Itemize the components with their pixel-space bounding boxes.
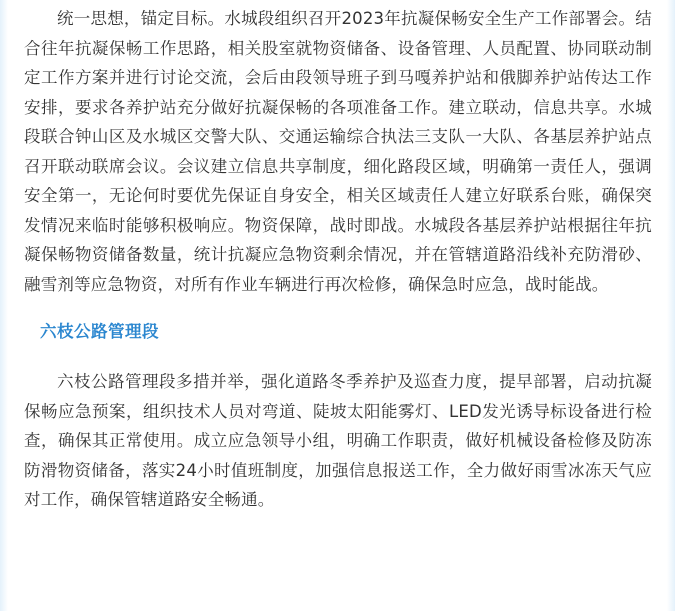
paragraph-shuicheng: 统一思想，锚定目标。水城段组织召开2023年抗凝保畅安全生产工作部署会。结合往年抗凝保畅工作思路，相关股室就物资储备、设备管理、人员配置、协同联动制定工作方案并进行讨论交流，会后由段领导班子到马嘎养护站和俄脚养护站传达工作安排，要求各养护站充分做好抗凝保畅的各项准备工作。建立联动，信息共享。水城段联合钟山区及水城区交警大队、交通运输综合执法三支队一大队、各基层养护站点召开联动联席会议。会议建立信息共享制度，细化路段区域，明确第一责任人，强调安全第一，无论何时要优先保证自身安全，相关区域责任人建立好联系台账，确保突发情况来临时能够积极响应。物资保障，战时即战。水城段各基层养护站根据往年抗凝保畅物资储备数量，统计抗凝应急物资剩余情况，并在管辖道路沿线补充防滑砂、融雪剂等应急物资，对所有作业车辆进行再次检修，确保急时应急，战时能战。 <box>24 9 652 294</box>
paragraph-liuzhi: 六枝公路管理段多措并举，强化道路冬季养护及巡查力度，提早部署，启动抗凝保畅应急预案，组织技术人员对弯道、陡坡太阳能雾灯、LED发光诱导标设备进行检查，确保其正常使用。成立应急领导小组，明确工作职责，做好机械设备检修及防冻防滑物资储备，落实24小时值班制度，加强信息报送工作，全力做好雨雪冰冻天气应对工作，确保管辖道路安全畅通。 <box>24 372 652 509</box>
article-body <box>24 4 652 515</box>
right-edge-decoration <box>667 0 675 611</box>
left-edge-decoration <box>0 0 8 611</box>
section-heading: 六枝公路管理段 <box>40 322 159 341</box>
